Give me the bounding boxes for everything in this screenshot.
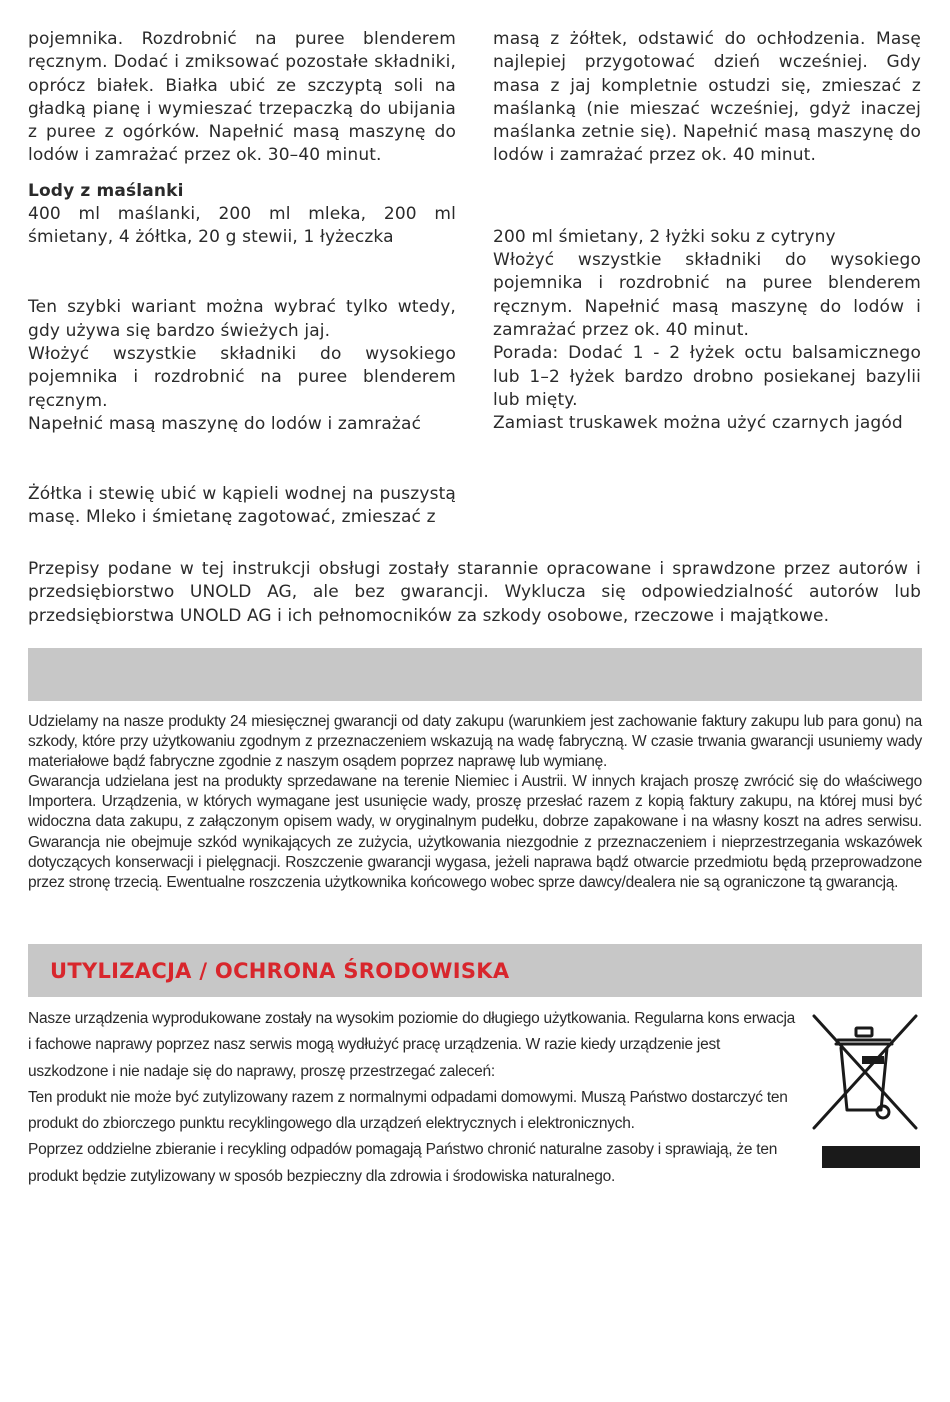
recipe-heading-buttermilk-ice-cream: Lody z maślanki bbox=[28, 180, 184, 201]
environment-section-title: UTYLIZACJA / OCHRONA ŚRODOWISKA bbox=[50, 959, 510, 983]
warranty-paragraph: Udzielamy na nasze produkty 24 miesięcznej gwarancji od daty zakupu (warunkiem jest zachowanie faktury zakupu lub para gonu) na szkody, które przy użytkowaniu zgodnym z przeznaczeniem wskazują na wadę fabryczną. W czasie trwania gwarancji usuniemy wady materiałowe bądź fabryczne zgodnie z naszym osądem poprzez naprawę lub wymianę. bbox=[28, 713, 922, 771]
blank-gap bbox=[493, 168, 921, 226]
warranty-section-bar bbox=[28, 648, 922, 701]
recipe-note-paragraph: Ten szybki wariant można wybrać tylko wtedy, gdy używa się bardzo świeżych jaj. bbox=[28, 297, 456, 341]
environment-section-bar bbox=[28, 944, 922, 997]
crossed-out-wheelie-bin-icon bbox=[810, 1010, 922, 1170]
recipe-step-paragraph: Włożyć wszystkie składniki do wysokiego pojemnika i rozdrobnić na puree blenderem ręcznym. bbox=[28, 343, 456, 411]
recipe-step-paragraph: Zamiast truskawek można użyć czarnych jagód bbox=[493, 413, 903, 434]
environment-text bbox=[28, 1006, 798, 1190]
warranty-paragraph: Gwarancja udzielana jest na produkty sprzedawane na terenie Niemiec i Austrii. W innych krajach proszę zwrócić się do właściwego Importera. Urządzenia, w których wymagane jest usunięcie wady, proszę przesłać razem z kopią faktury zakupu, na której musi być widoczna data zakupu, z załączonym opisem wady, w oryginalnym pudełku, dobrze zapakowane i na własny koszt na adres serwisu. Gwarancja nie obejmuje szkód wynikających ze zużycia, użytkowania niezgodnie z przeznaczeniem i nieprzestrzegania wskazówek dotyczących konserwacji i pielęgnacji. Roszczenie gwarancji wygasa, jeżeli naprawa bądź otwarcie przedmiotu będą przeprowadzone przez stronę trzecią. Ewentualne roszczenia użytkownika końcowego wobec sprze dawcy/dealera nie są ograniczone tą gwarancją. bbox=[28, 773, 922, 891]
left-column bbox=[28, 28, 456, 530]
recipe-step-paragraph: Włożyć wszystkie składniki do wysokiego pojemnika i rozdrobnić na puree blenderem ręcznym. Napełnić masą maszynę do lodów i zamrażać przez ok. 40 minut. bbox=[493, 250, 921, 340]
ingredients-paragraph: 400 ml maślanki, 200 ml mleka, 200 ml śmietany, 4 żółtka, 20 g stewii, 1 łyżeczka bbox=[28, 203, 456, 248]
recipe-tip-paragraph: Porada: Dodać 1 - 2 łyżek octu balsamicznego lub 1–2 łyżek bardzo drobno posiekanej bazylii lub mięty. bbox=[493, 343, 921, 410]
recipe-paragraph: pojemnika. Rozdrobnić na puree blenderem ręcznym. Dodać i zmiksować pozostałe składniki, oprócz białek. Białka ubić ze szczyptą soli na gładką pianę i wymieszać trzepaczką do ubijania z puree z ogórków. Napełnić masą maszynę do lodów i zamrażać przez ok. 30–40 minut. bbox=[28, 29, 456, 166]
recipe-paragraph: masą z żółtek, odstawić do ochłodzenia. Masę najlepiej przygotować dzień wcześniej. Gdy masa z jaj kompletnie ostudzi się, zmieszać z maślanką (nie mieszać wcześniej, gdyż inaczej maślanka zetnie się). Napełnić masą maszynę do lodów i zamrażać przez ok. 40 minut. bbox=[493, 29, 921, 166]
environment-paragraph: Nasze urządzenia wyprodukowane zostały na wysokim poziomie do długiego użytkowania. Regularna kons erwacja i fachowe naprawy poprzez nasz serwis mogą wydłużyć pracę urządzenia. W razie kiedy urządzenie jest uszkodzone i nie nadaje się do naprawy, proszę przestrzegać zaleceń: bbox=[28, 1010, 796, 1080]
blank-gap bbox=[28, 249, 456, 296]
recipes-disclaimer: Przepisy podane w tej instrukcji obsługi zostały starannie opracowane i sprawdzone przez autorów i przedsiębiorstwo UNOLD AG, ale bez gwarancji. Wyklucza się odpowiedzialność autorów lub przedsiębiorstwa UNOLD AG i ich pełnomocników za szkody osobowe, rzeczowe i majątkowe. bbox=[28, 559, 921, 626]
ingredients-paragraph: 200 ml śmietany, 2 łyżki soku z cytryny bbox=[493, 226, 836, 247]
warranty-text bbox=[28, 712, 922, 893]
recipe-step-paragraph: Napełnić masą maszynę do lodów i zamrażać bbox=[28, 413, 422, 434]
environment-paragraph: Poprzez oddzielne zbieranie i recykling odpadów pomagają Państwo chronić naturalne zasoby i sprawiają, że ten produkt będzie zutylizowany w sposób bezpieczny dla zdrowia i środowiska naturalnego. bbox=[28, 1141, 778, 1185]
blank-gap bbox=[28, 436, 456, 483]
recipe-step-paragraph: Żółtka i stewię ubić w kąpieli wodnej na puszystą masę. Mleko i śmietanę zagotować, zmieszać z bbox=[28, 484, 456, 528]
right-column bbox=[493, 28, 921, 435]
environment-paragraph: Ten produkt nie może być zutylizowany razem z normalnymi odpadami domowymi. Muszą Państwo dostarczyć ten produkt do zbiorczego punktu recyklingowego dla urządzeń elektrycznych i elektronicznych. bbox=[28, 1088, 788, 1133]
